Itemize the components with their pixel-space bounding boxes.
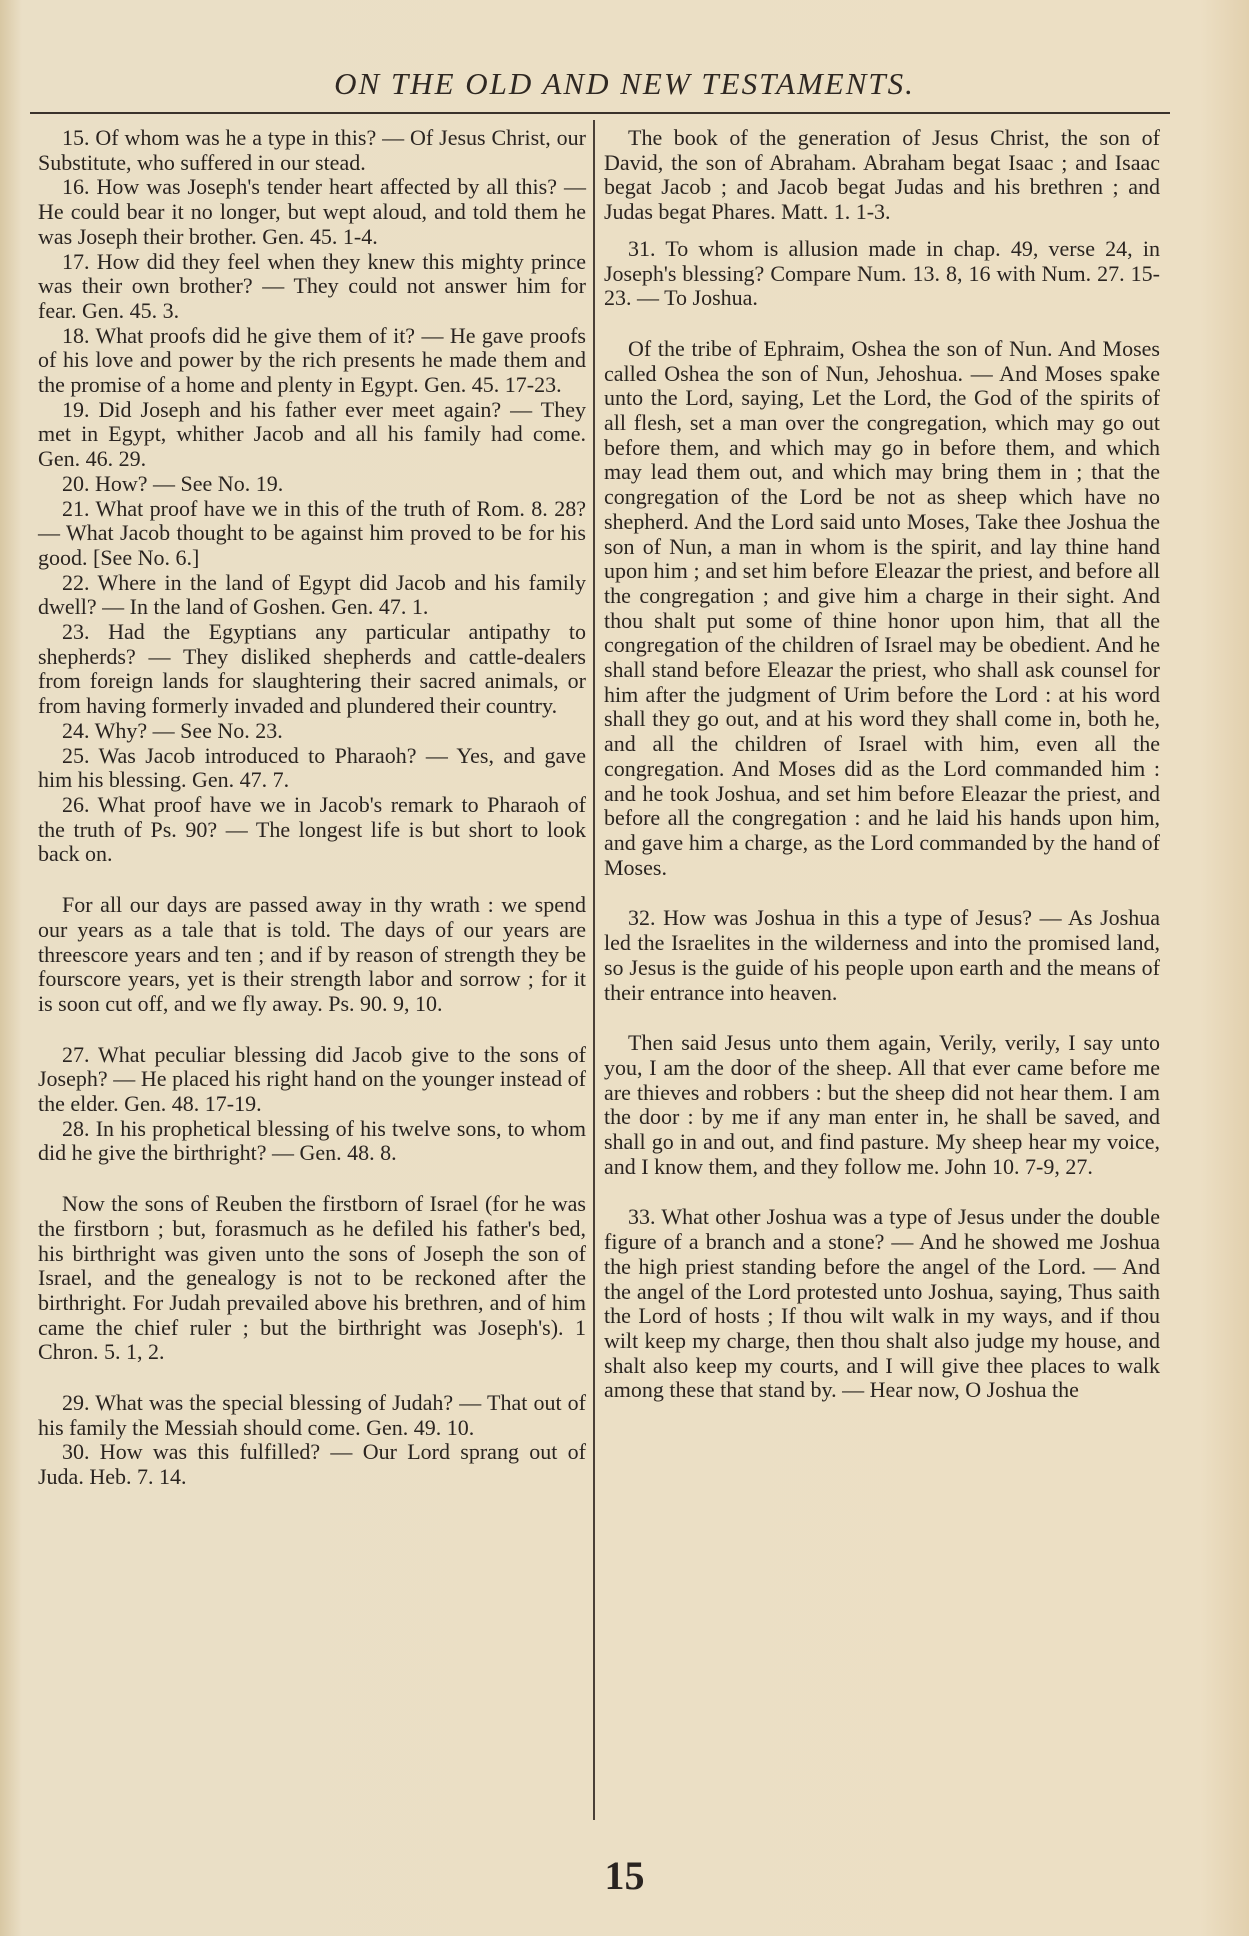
question-27: 27. What peculiar blessing did Jacob give to the sons of Joseph? — He placed his right hand on the younger instead of the elder. Gen. 48. 17-19. [38, 1041, 586, 1117]
scripture-quote-matt: The book of the generation of Jesus Christ, the son of David, the son of Abraham. Abraham begat Isaac ; and Isaac begat Jacob ; and Jacob begat Judas and his brethren ; and Judas begat Phares. Matt. 1. 1-3. [604, 125, 1160, 225]
scripture-quote-num: Of the tribe of Ephraim, Oshea the son of Nun. And Moses called Oshea the son of Nun, Jehoshua. — And Moses spake unto the Lord, saying, Let the Lord, the God of the spirits of all flesh, set a man over the congregation, which may go out before them, and which may go in before them, and which may lead them out, and which may bring them in ; that the congregation of the Lord be not as sheep which have no shepherd. And the Lord said unto Moses, Take thee Joshua the son of Nun, a man in whom is the spirit, and lay thine hand upon him ; and set him before Eleazar the priest, and before all the congregation ; and give him a charge in their sight. And thou shalt put some of thine honor upon him, that all the congregation of the children of Israel may be obedient. And he shall stand before Eleazar the priest, who shall ask counsel for him after the judgment of Urim before the Lord : at his word shall they go out, and at his word they shall come in, both he, and all the children of Israel with him, even all the congregation. And Moses did as the Lord commanded him : and he took Joshua, and set him before Eleazar the priest, and before all the congregation : and he laid his hands upon him, and gave him a charge, as the Lord commanded by the hand of Moses. [604, 335, 1160, 880]
spacer [604, 1005, 1160, 1031]
left-column [38, 126, 586, 1490]
question-17: 17. How did they feel when they knew this mighty prince was their own brother? — They could not answer him for fear. Gen. 45. 3. [38, 248, 586, 323]
scripture-quote-john: Then said Jesus unto them again, Verily, verily, I say unto you, I am the door of the sheep. All that ever came before me are thieves and robbers : but the sheep did not hear them. I am the door : by me if any man enter in, he shall be saved, and shall go in and out, and find pasture. My sheep hear my voice, and I know them, and they follow me. John 10. 7-9, 27. [604, 1030, 1160, 1179]
spacer [38, 867, 586, 893]
spacer [604, 311, 1160, 337]
spacer [604, 880, 1160, 906]
spacer [38, 1017, 586, 1043]
question-28: 28. In his prophetical blessing of his twelve sons, to whom did he give the birthright? — Gen. 48. 8. [38, 1115, 586, 1166]
question-26: 26. What proof have we in Jacob's remark to Pharaoh of the truth of Ps. 90? — The longest life is but short to look back on. [38, 791, 586, 867]
right-column [604, 126, 1160, 1403]
question-30: 30. How was this fulfilled? — Our Lord sprang out of Juda. Heb. 7. 14. [38, 1439, 586, 1490]
question-19: 19. Did Joseph and his father ever meet again? — They met in Egypt, whither Jacob and all his family had come. Gen. 46. 29. [38, 396, 586, 472]
question-24: 24. Why? — See No. 23. [62, 717, 283, 743]
column-divider [593, 120, 595, 1820]
page-header: ON THE OLD AND NEW TESTAMENTS. [334, 66, 915, 101]
question-16: 16. How was Joseph's tender heart affected by all this? — He could bear it no longer, but wept aloud, and told them he was Joseph their brother. Gen. 45. 1-4. [38, 174, 586, 249]
question-18: 18. What proofs did he give them of it? — He gave proofs of his love and power by the rich presents he made them and the promise of a home and plenty in Egypt. Gen. 45. 17-23. [38, 322, 586, 398]
header-rule [30, 112, 1170, 114]
question-21: 21. What proof have we in this of the truth of Rom. 8. 28? — What Jacob thought to be against him proved to be for his good. [See No. 6.] [38, 495, 586, 570]
question-33: 33. What other Joshua was a type of Jesus under the double figure of a branch and a stone? — And he showed me Joshua the high priest standing before the angel of the Lord. — And the angel of the Lord protested unto Joshua, saying, Thus saith the Lord of hosts ; If thou wilt walk in my ways, and if thou wilt keep my charge, then thou shalt also judge my house, and shalt also keep my courts, and I will give thee places to walk among these that stand by. — Hear now, O Joshua the [604, 1204, 1160, 1403]
spacer [604, 1179, 1160, 1205]
question-25: 25. Was Jacob introduced to Pharaoh? — Yes, and gave him his blessing. Gen. 47. 7. [38, 742, 586, 793]
page-number: 15 [604, 1853, 645, 1898]
question-23: 23. Had the Egyptians any particular antipathy to shepherds? — They disliked shepherds and cattle-dealers from foreign lands for slaughtering their sacred animals, or from having formerly invaded and plundered their country. [38, 619, 586, 719]
scripture-quote-chron: Now the sons of Reuben the firstborn of Israel (for he was the firstborn ; but, forasmuch as he defiled his father's bed, his birthright was given unto the sons of Joseph the son of Israel, and the genealogy is not to be reckoned after the birthright. For Judah prevailed above his brethren, and of him came the chief ruler ; but the birthright was Joseph's). 1 Chron. 5. 1, 2. [38, 1191, 586, 1365]
scripture-quote-ps90: For all our days are passed away in thy wrath : we spend our years as a tale that is told. The days of our years are threescore years and ten ; and if by reason of strength they be fourscore years, yet is their strength labor and sorrow ; for it is soon cut off, and we fly away. Ps. 90. 9, 10. [38, 892, 586, 1016]
question-22: 22. Where in the land of Egypt did Jacob and his family dwell? — In the land of Goshen. Gen. 47. 1. [38, 569, 586, 620]
question-31: 31. To whom is allusion made in chap. 49, verse 24, in Joseph's blessing? Compare Num. 13. 8, 16 with Num. 27. 15-23. — To Joshua. [604, 235, 1160, 311]
spacer [38, 1166, 586, 1192]
question-15: 15. Of whom was he a type in this? — Of Jesus Christ, our Substitute, who suffered in our stead. [38, 125, 586, 175]
question-29: 29. What was the special blessing of Judah? — That out of his family the Messiah should come. Gen. 49. 10. [38, 1390, 586, 1440]
spacer [38, 1365, 586, 1391]
question-20: 20. How? — See No. 19. [62, 470, 284, 496]
spacer [604, 225, 1160, 237]
question-32: 32. How was Joshua in this a type of Jesus? — As Joshua led the Israelites in the wilderness and into the promised land, so Jesus is the guide of his people upon earth and the means of their entrance into heaven. [604, 905, 1160, 1005]
